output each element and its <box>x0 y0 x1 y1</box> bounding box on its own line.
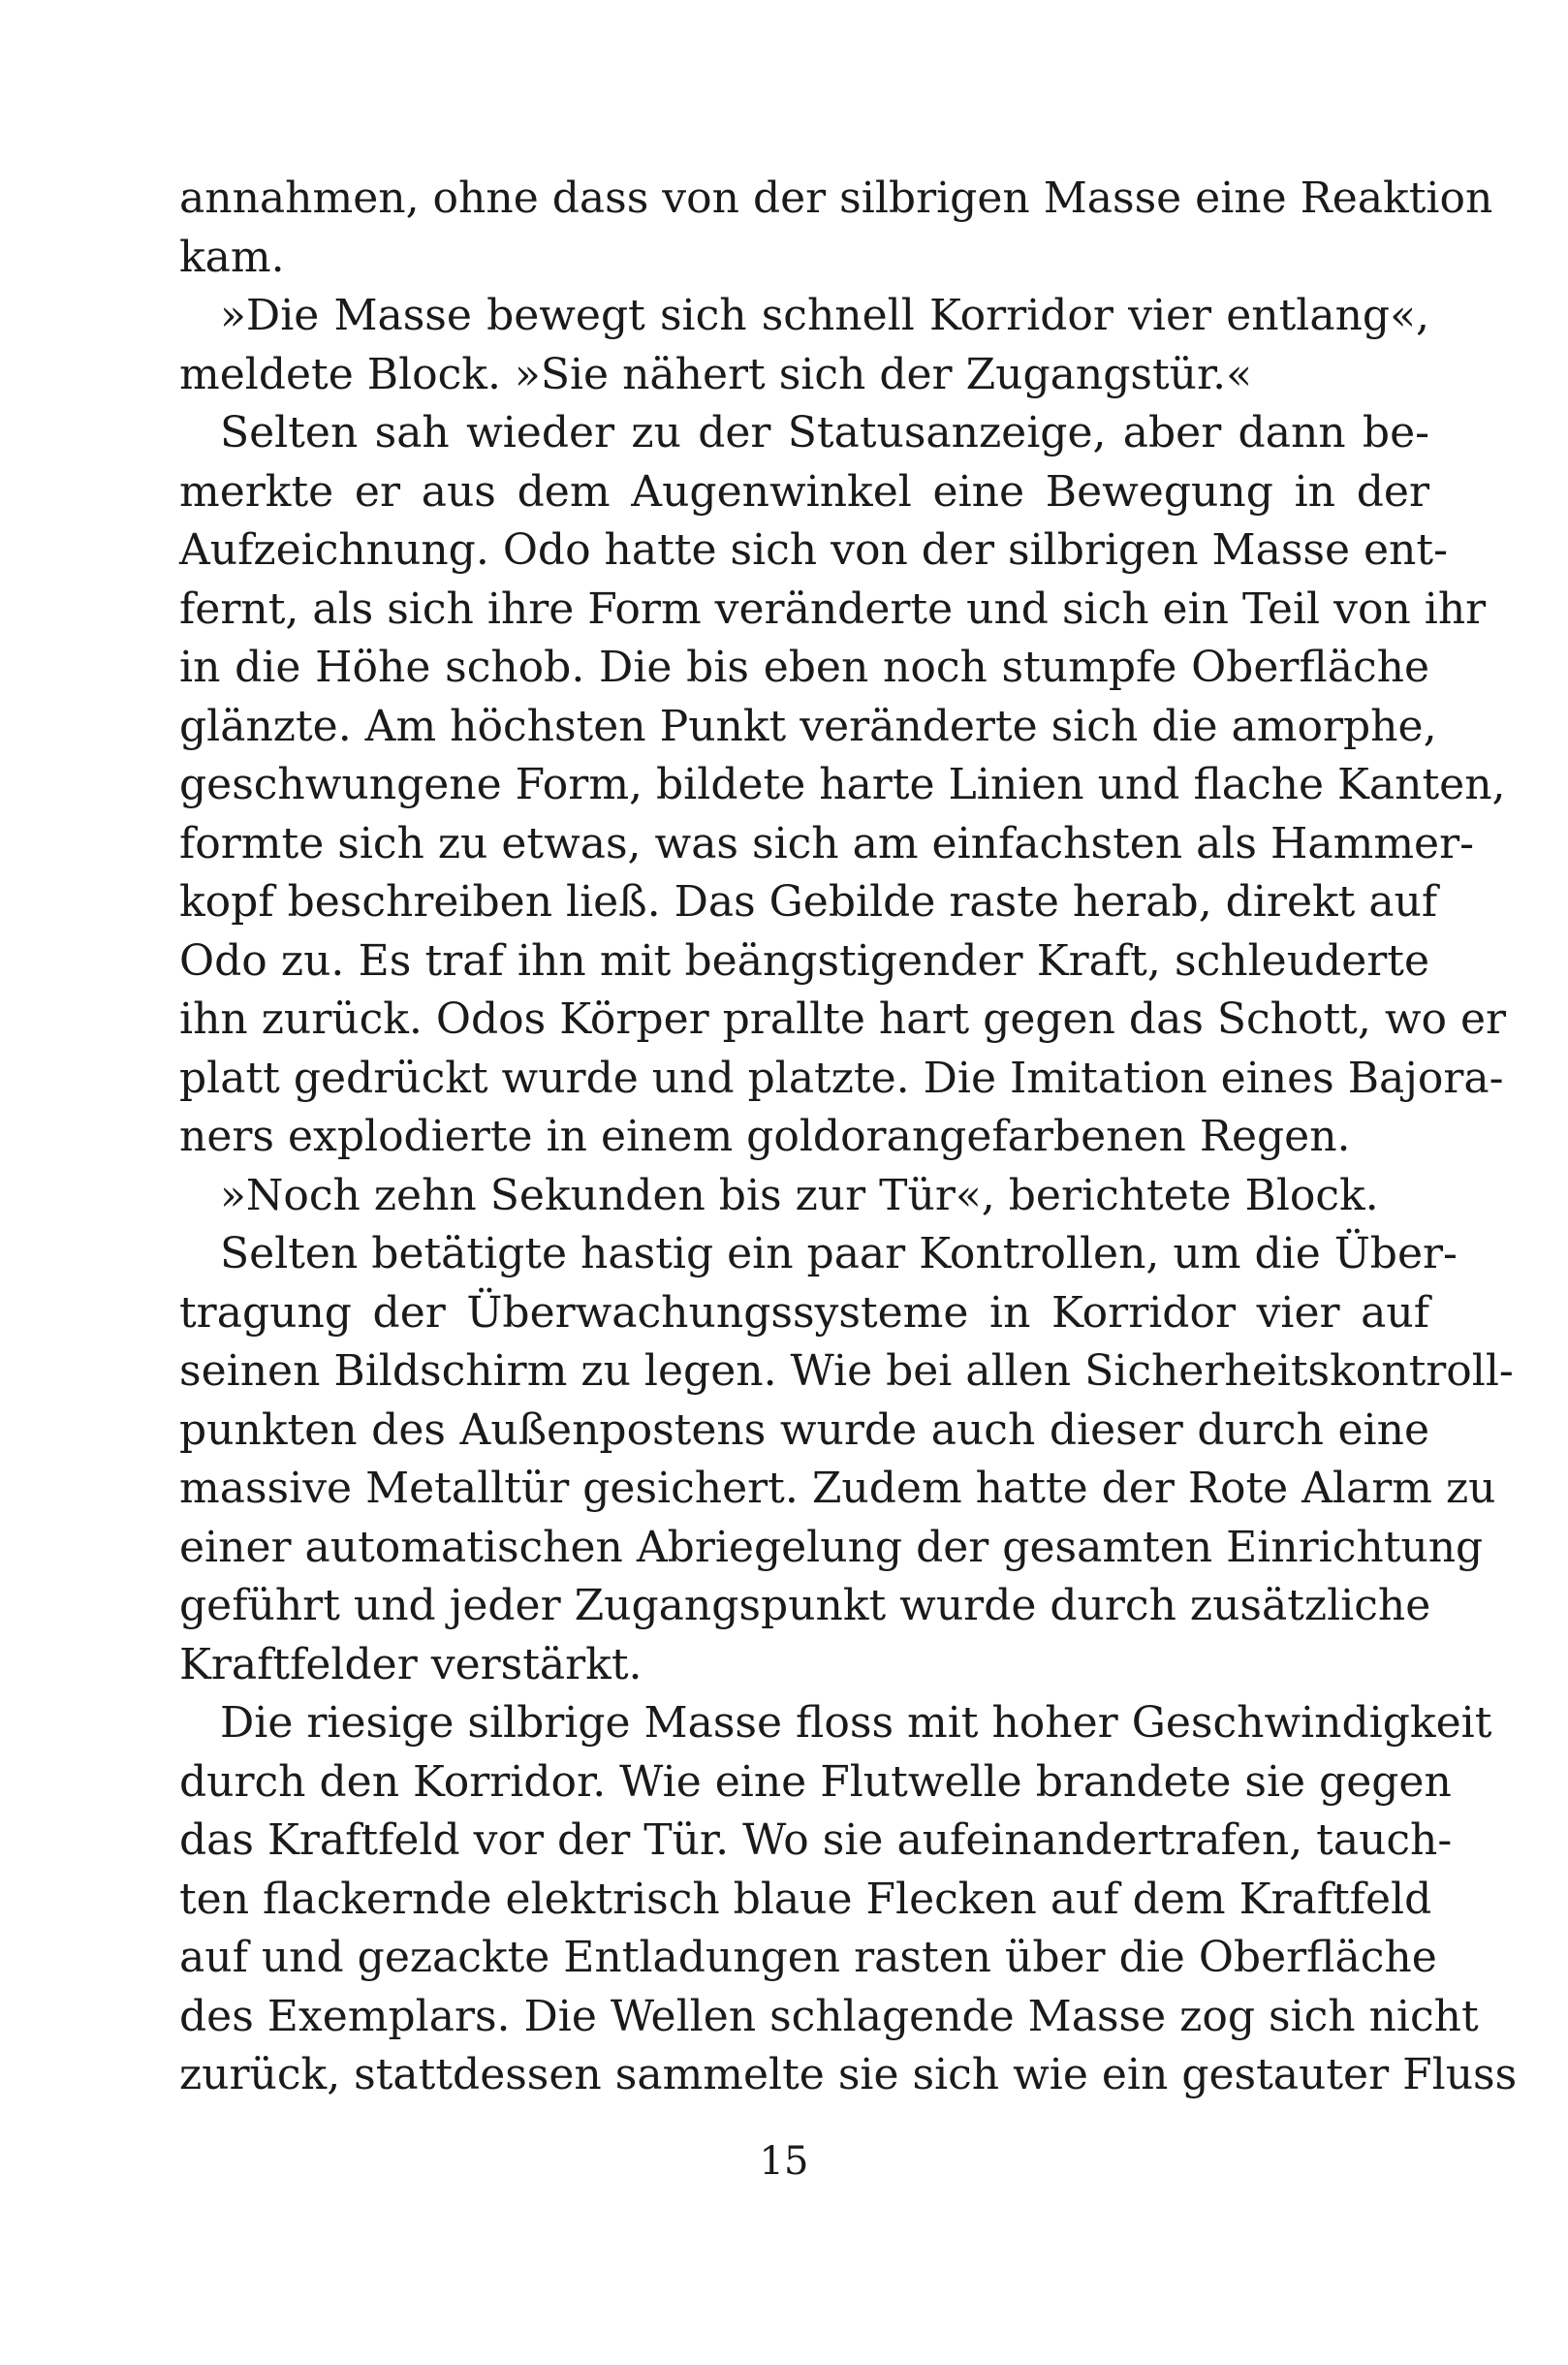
paragraph <box>179 1167 1429 1226</box>
text-line: seinen Bildschirm zu legen. Wie bei allen Sicherheitskontroll- <box>179 1346 1514 1396</box>
text-line: ners explodierte in einem goldorangefarbenen Regen. <box>179 1112 1351 1161</box>
text-line: geschwungene Form, bildete harte Linien und flache Kanten, <box>179 760 1506 809</box>
text-line: formte sich zu etwas, was sich am einfachsten als Hammer- <box>179 818 1474 868</box>
text-line: kam. <box>179 232 285 282</box>
text-line: ihn zurück. Odos Körper prallte hart gegen das Schott, wo er <box>179 994 1507 1044</box>
text-line: »Noch zehn Sekunden bis zur Tür«, berichtete Block. <box>220 1170 1379 1220</box>
text-line: meldete Block. »Sie nähert sich der Zugangstür.« <box>179 349 1253 399</box>
text-line: Aufzeichnung. Odo hatte sich von der silbrigen Masse ent- <box>179 525 1448 575</box>
text-line: »Die Masse bewegt sich schnell Korridor vier entlang«, <box>220 291 1429 340</box>
text-line: zurück, stattdessen sammelte sie sich wie ein gestauter Fluss <box>179 2050 1518 2099</box>
paragraph <box>179 170 1493 287</box>
text-line: Selten betätigte hastig ein paar Kontrollen, um die Über- <box>220 1229 1458 1278</box>
paragraph <box>179 1694 1518 2105</box>
text-line: massive Metalltür gesichert. Zudem hatte der Rote Alarm zu <box>179 1464 1496 1513</box>
text-line: platt gedrückt wurde und platzte. Die Imitation eines Bajora- <box>179 1053 1504 1103</box>
text-line: ten flackernde elektrisch blaue Flecken auf dem Kraftfeld <box>179 1874 1432 1924</box>
paragraph <box>179 287 1429 404</box>
text-line: geführt und jeder Zugangspunkt wurde durch zusätzliche <box>179 1581 1431 1630</box>
text-line: fernt, als sich ihre Form veränderte und sich ein Teil von ihr <box>179 583 1487 634</box>
text-line: das Kraftfeld vor der Tür. Wo sie aufeinandertrafen, tauch- <box>179 1815 1453 1865</box>
text-line: kopf beschreiben ließ. Das Gebilde raste herab, direkt auf <box>179 877 1438 927</box>
text-line: Kraftfelder verstärkt. <box>179 1639 643 1689</box>
text-line: einer automatischen Abriegelung der gesamten Einrichtung <box>179 1522 1484 1572</box>
text-line: Odo zu. Es traf ihn mit beängstigender Kraft, schleuderte <box>179 935 1429 986</box>
text-line: auf und gezackte Entladungen rasten über die Oberfläche <box>179 1933 1437 1982</box>
text-line: in die Höhe schob. Die bis eben noch stumpfe Oberfläche <box>179 643 1429 692</box>
text-line: annahmen, ohne dass von der silbrigen Masse eine Reaktion <box>179 173 1493 223</box>
text-line: Die riesige silbrige Masse floss mit hoher Geschwindigkeit <box>220 1698 1492 1748</box>
text-line: merkte er aus dem Augenwinkel eine Bewegung in der <box>179 466 1429 517</box>
text-line: tragung der Überwachungssysteme in Korridor vier auf <box>179 1287 1429 1338</box>
text-line: punkten des Außenpostens wurde auch dieser durch eine <box>179 1404 1429 1455</box>
page-number: 15 <box>759 2139 809 2184</box>
text-line: durch den Korridor. Wie eine Flutwelle brandete sie gegen <box>179 1756 1452 1807</box>
body-text <box>179 170 1518 2105</box>
text-line: Selten sah wieder zu der Statusanzeige, aber dann be- <box>220 408 1429 457</box>
text-line: glänzte. Am höchsten Punkt veränderte sich die amorphe, <box>179 701 1437 751</box>
text-line: des Exemplars. Die Wellen schlagende Masse zog sich nicht <box>179 1991 1479 2041</box>
paragraph <box>179 404 1507 1167</box>
paragraph <box>179 1225 1514 1694</box>
